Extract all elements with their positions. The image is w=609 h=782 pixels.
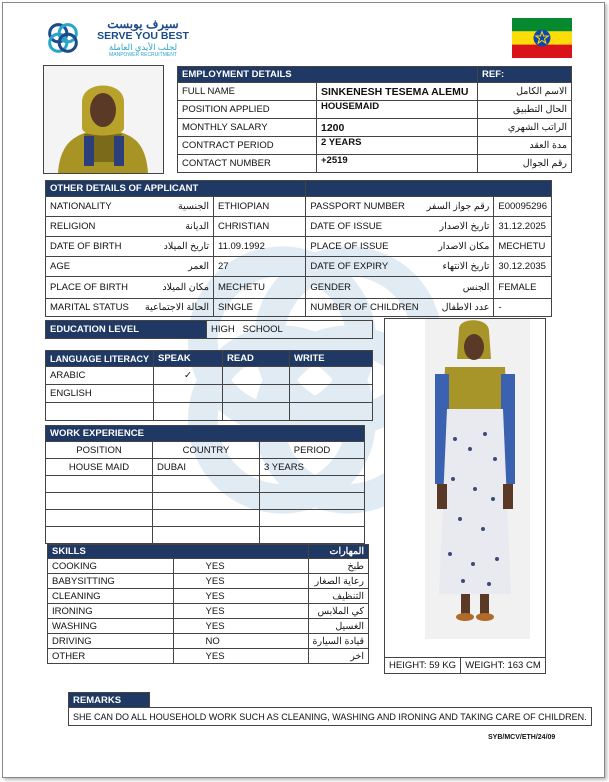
- work-period-header: PERIOD: [260, 442, 365, 459]
- dob-label: DATE OF BIRTH: [46, 237, 142, 257]
- work-country: [153, 527, 260, 544]
- contract-label: CONTRACT PERIOD: [178, 137, 317, 155]
- full-name-arabic: الاسم الكامل: [478, 83, 572, 101]
- skill-value: YES: [173, 619, 308, 634]
- footer-code: SYB/MCV/ETH/24/09: [488, 734, 556, 741]
- language-table: [45, 350, 373, 421]
- religion-label: RELIGION: [46, 217, 142, 237]
- gender-arabic: الجنس: [423, 277, 494, 299]
- skills-header: SKILLS: [48, 545, 309, 559]
- work-header: WORK EXPERIENCE: [46, 426, 365, 442]
- expiry-value: 30.12.2035: [494, 257, 552, 277]
- skill-name: CLEANING: [48, 589, 174, 604]
- ref-label: REF:: [478, 67, 572, 83]
- expiry-arabic: تاريخ الانتهاء: [423, 257, 494, 277]
- work-country: [153, 476, 260, 493]
- skills-header-arabic: المهارات: [308, 545, 369, 559]
- table-row: [48, 619, 369, 634]
- remarks-header: REMARKS: [69, 693, 150, 708]
- education-label: EDUCATION LEVEL: [46, 321, 207, 339]
- skill-arabic: الغسيل: [308, 619, 369, 634]
- table-row: [46, 197, 552, 217]
- work-country: [153, 510, 260, 527]
- work-country: [153, 493, 260, 510]
- write-check: [290, 403, 373, 421]
- table-row: [46, 459, 365, 476]
- employment-header: EMPLOYMENT DETAILS: [178, 67, 478, 83]
- marital-label: MARITAL STATUS: [46, 299, 142, 317]
- salary-value: 1200: [317, 119, 478, 137]
- logo-tagline: MANPOWER RECRUITMENT: [109, 52, 177, 58]
- work-position: [46, 493, 153, 510]
- full-name-value: SINKENESH TESEMA ALEMU: [317, 83, 478, 101]
- read-check: [223, 367, 290, 385]
- skills-table: [47, 544, 369, 664]
- contract-value: 2 YEARS: [317, 137, 478, 155]
- nationality-value: ETHIOPIAN: [214, 197, 306, 217]
- table-row: [48, 589, 369, 604]
- skill-name: OTHER: [48, 649, 174, 664]
- company-logo-icon: [44, 18, 82, 58]
- other-details-header: OTHER DETAILS OF APPLICANT: [46, 181, 306, 197]
- dob-value: 11.09.1992: [214, 237, 306, 257]
- write-check: [290, 367, 373, 385]
- read-check: [223, 385, 290, 403]
- issue-date-value: 31.12.2025: [494, 217, 552, 237]
- skill-arabic: اخر: [308, 649, 369, 664]
- read-header: READ: [223, 351, 290, 367]
- children-value: -: [494, 299, 552, 317]
- skill-arabic: كي الملابس: [308, 604, 369, 619]
- age-arabic: العمر: [141, 257, 214, 277]
- issue-place-value: MECHETU: [494, 237, 552, 257]
- work-experience-table: [45, 425, 365, 544]
- speak-header: SPEAK: [154, 351, 223, 367]
- contact-label: CONTACT NUMBER: [178, 155, 317, 173]
- marital-arabic: الحالة الاجتماعية: [141, 299, 214, 317]
- work-country-header: COUNTRY: [153, 442, 260, 459]
- skill-value: YES: [173, 649, 308, 664]
- nationality-label: NATIONALITY: [46, 197, 142, 217]
- issue-place-arabic: مكان الاصدار: [423, 237, 494, 257]
- logo-arabic-tagline: لجلب الأيدي العاملة: [108, 42, 178, 52]
- table-row: [178, 83, 572, 101]
- height-value: HEIGHT: 59 KG: [385, 658, 461, 674]
- language-name: ARABIC: [46, 367, 154, 385]
- company-logo: [44, 18, 204, 62]
- work-position-header: POSITION: [46, 442, 153, 459]
- age-label: AGE: [46, 257, 142, 277]
- table-row: [46, 299, 552, 317]
- work-period: [260, 476, 365, 493]
- skill-value: NO: [173, 634, 308, 649]
- gender-value: FEMALE: [494, 277, 552, 299]
- ethiopia-flag-icon: [512, 18, 572, 58]
- language-header: LANGUAGE LITERACY: [46, 351, 154, 367]
- table-row: [46, 403, 373, 421]
- passport-label: PASSPORT NUMBER: [306, 197, 423, 217]
- table-row: [178, 119, 572, 137]
- table-row: [48, 649, 369, 664]
- employment-details-table: [177, 66, 572, 173]
- table-row: [69, 708, 592, 726]
- table-row: [48, 559, 369, 574]
- work-period: [260, 527, 365, 544]
- position-arabic: الحال التطبيق: [478, 101, 572, 119]
- other-details-table: [45, 180, 552, 317]
- age-value: 27: [214, 257, 306, 277]
- table-row: [48, 634, 369, 649]
- write-check: [290, 385, 373, 403]
- table-row: [48, 574, 369, 589]
- work-period: [260, 493, 365, 510]
- work-period: [260, 510, 365, 527]
- marital-value: SINGLE: [214, 299, 306, 317]
- birthplace-label: PLACE OF BIRTH: [46, 277, 142, 299]
- skill-name: BABYSITTING: [48, 574, 174, 589]
- children-label: NUMBER OF CHILDREN: [306, 299, 423, 317]
- full-name-label: FULL NAME: [178, 83, 317, 101]
- language-name: ENGLISH: [46, 385, 154, 403]
- table-row: [46, 277, 552, 299]
- contract-arabic: مدة العقد: [478, 137, 572, 155]
- issue-place-label: PLACE OF ISSUE: [306, 237, 423, 257]
- passport-value: E00095296: [494, 197, 552, 217]
- passport-arabic: رقم جواز السفر: [423, 197, 494, 217]
- skill-arabic: قيادة السيارة: [308, 634, 369, 649]
- measurements-table: [384, 657, 546, 674]
- table-row: [46, 257, 552, 277]
- read-check: [223, 403, 290, 421]
- dob-arabic: تاريخ الميلاد: [141, 237, 214, 257]
- logo-arabic-name: سيرف يوبست: [107, 17, 179, 31]
- skill-name: DRIVING: [48, 634, 174, 649]
- education-value: HIGH SCHOOL: [207, 321, 373, 339]
- work-position: [46, 527, 153, 544]
- religion-value: CHRISTIAN: [214, 217, 306, 237]
- work-country: DUBAI: [153, 459, 260, 476]
- birthplace-arabic: مكان الميلاد: [141, 277, 214, 299]
- skill-value: YES: [173, 589, 308, 604]
- salary-arabic: الراتب الشهري: [478, 119, 572, 137]
- skill-arabic: التنظيف: [308, 589, 369, 604]
- work-position: HOUSE MAID: [46, 459, 153, 476]
- skill-arabic: طبخ: [308, 559, 369, 574]
- skill-value: YES: [173, 574, 308, 589]
- table-row: [178, 137, 572, 155]
- table-row: [46, 385, 373, 403]
- expiry-label: DATE OF EXPIRY: [306, 257, 423, 277]
- skill-arabic: رعاية الصغار: [308, 574, 369, 589]
- salary-label: MONTHLY SALARY: [178, 119, 317, 137]
- children-arabic: عدد الاطفال: [423, 299, 494, 317]
- table-row: [46, 476, 365, 493]
- skill-name: IRONING: [48, 604, 174, 619]
- table-row: [178, 101, 572, 119]
- table-row: [46, 493, 365, 510]
- skill-name: COOKING: [48, 559, 174, 574]
- write-header: WRITE: [290, 351, 373, 367]
- remarks-table: [68, 692, 592, 726]
- work-period: 3 YEARS: [260, 459, 365, 476]
- table-row: [48, 604, 369, 619]
- table-row: [46, 217, 552, 237]
- skill-name: WASHING: [48, 619, 174, 634]
- logo-english-name: SERVE YOU BEST: [97, 30, 189, 42]
- issue-date-label: DATE OF ISSUE: [306, 217, 423, 237]
- nationality-arabic: الجنسية: [141, 197, 214, 217]
- weight-value: WEIGHT: 163 CM: [461, 658, 546, 674]
- table-row: [46, 527, 365, 544]
- issue-date-arabic: تاريخ الاصدار: [423, 217, 494, 237]
- contact-value: +2519: [317, 155, 478, 173]
- remarks-text: SHE CAN DO ALL HOUSEHOLD WORK SUCH AS CLEANING, WASHING AND IRONING AND TAKING CARE OF CHILDREN.: [69, 708, 592, 726]
- speak-check: [154, 403, 223, 421]
- skill-value: YES: [173, 604, 308, 619]
- full-body-photo-icon: [385, 319, 545, 657]
- speak-check: [154, 385, 223, 403]
- work-position: [46, 476, 153, 493]
- education-table: [45, 320, 373, 339]
- table-row: [46, 510, 365, 527]
- language-name: [46, 403, 154, 421]
- work-position: [46, 510, 153, 527]
- position-value: HOUSEMAID: [317, 101, 478, 119]
- religion-arabic: الديانة: [141, 217, 214, 237]
- portrait-photo-icon: [44, 66, 163, 173]
- portrait-photo: [43, 65, 164, 174]
- birthplace-value: MECHETU: [214, 277, 306, 299]
- table-row: [46, 367, 373, 385]
- table-row: [46, 237, 552, 257]
- skill-value: YES: [173, 559, 308, 574]
- gender-label: GENDER: [306, 277, 423, 299]
- table-row: [46, 442, 365, 459]
- full-body-photo: [384, 318, 546, 658]
- contact-arabic: رقم الجوال: [478, 155, 572, 173]
- speak-check: ✓: [154, 367, 223, 385]
- position-label: POSITION APPLIED: [178, 101, 317, 119]
- table-row: [178, 155, 572, 173]
